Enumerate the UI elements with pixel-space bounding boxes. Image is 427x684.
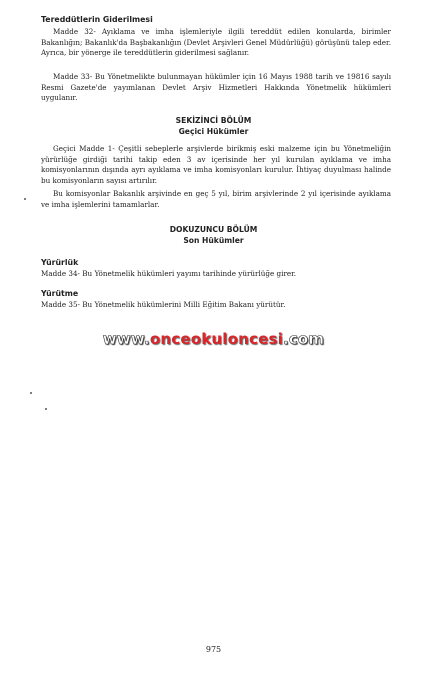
paragraph-madde-32: Madde 32- Ayıklama ve imha işlemleriyle ilgili tereddüt edilen konularda, birimler Bakanlığın; Bakanlık'da Başbakanlığın (Devlet Arşivleri Genel Müdürlüğü) görüşünü talep eder. Ayrıca, bir yönerge ile tereddütlerin giderilmesi sağlanır.: [41, 27, 391, 58]
paragraph-madde-33: Madde 33- Bu Yönetmelikte bulunmayan hükümler için 16 Mayıs 1988 tarih ve 19816 sayılı Resmi Gazete'de yayımlanan Devlet Arşiv Hizmetleri Hakkında Yönetmelik hükümleri uygulanır.: [41, 72, 391, 103]
paragraph-komisyonlar: Bu komisyonlar Bakanlık arşivinde en geç 5 yıl, birim arşivlerinde 2 yıl içerisinde ayıklama ve imha işlemlerini tamamlarlar.: [41, 189, 391, 209]
watermark: [0, 330, 427, 348]
section-heading-tereddut: Tereddütlerin Giderilmesi: [41, 15, 153, 24]
subheading-yururluk: Yürürlük: [41, 258, 79, 267]
paragraph-gecici-madde-1: Geçici Madde 1- Çeşitli sebeplerle arşivlerde birikmiş eski malzeme için bu Yönetmeliğin yürürlüğe girdiği tarihi takip eden 3 av içerisinde her yıl kurulan ayıklama ve imha komisyonlarının dışında ayrı ayıklama ve imha komisyonları kurulur. İhtiyaç duyulması halinde bu komisyonların sayısı artırılır.: [41, 144, 391, 185]
watermark-prefix: www.: [102, 330, 150, 348]
chapter-title-9: DOKUZUNCU BÖLÜM: [169, 225, 258, 234]
subheading-yurutme: Yürütme: [41, 289, 79, 298]
chapter-title-8: SEKİZİNCİ BÖLÜM: [175, 116, 252, 125]
page-number: 975: [205, 645, 222, 654]
scan-speck: [45, 408, 47, 410]
paragraph-madde-34: Madde 34- Bu Yönetmelik hükümleri yayımı tarihinde yürürlüğe girer.: [41, 269, 297, 278]
chapter-subtitle-8: Geçici Hükümler: [178, 127, 249, 136]
chapter-subtitle-9: Son Hükümler: [183, 236, 244, 245]
watermark-suffix: .com: [282, 330, 325, 348]
scan-speck: [30, 392, 32, 394]
paragraph-madde-35: Madde 35- Bu Yönetmelik hükümlerini Milli Eğitim Bakanı yürütür.: [41, 300, 286, 309]
watermark-accent: onceokuloncesi: [149, 330, 283, 348]
scan-speck: [24, 198, 26, 200]
